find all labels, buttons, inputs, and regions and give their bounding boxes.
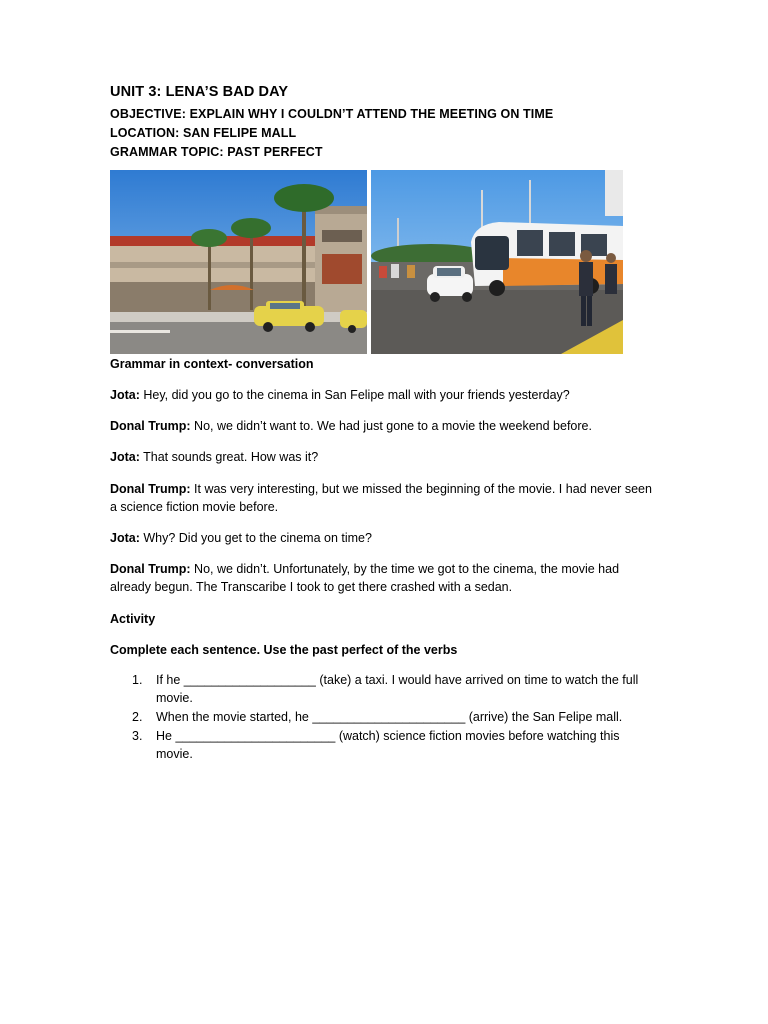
dialogue-text: Why? Did you get to the cinema on time? xyxy=(139,531,372,545)
speaker-name: Donal Trump: xyxy=(110,419,191,433)
dialogue-line xyxy=(110,529,658,547)
photo-row xyxy=(110,170,623,354)
exercise-item xyxy=(110,727,658,763)
exercise-item xyxy=(110,671,658,707)
exercise-item xyxy=(110,708,658,726)
dialogue-text: No, we didn’t want to. We had just gone to a movie the weekend before. xyxy=(190,419,592,433)
item-number: 2. xyxy=(132,710,143,724)
activity-title: Activity xyxy=(110,612,156,626)
dialogue-line xyxy=(110,448,658,466)
item-text: He _______________________ (watch) science fiction movies before watching this movie. xyxy=(156,729,620,761)
item-text: If he ___________________ (take) a taxi. I would have arrived on time to watch the full movie. xyxy=(156,673,639,705)
activity-instruction: Complete each sentence. Use the past perfect of the verbs xyxy=(110,643,458,657)
dialogue-line xyxy=(110,560,658,596)
grammar-topic-line: GRAMMAR TOPIC: PAST PERFECT xyxy=(110,145,323,159)
speaker-name: Jota: xyxy=(110,450,140,464)
section-title: Grammar in context- conversation xyxy=(110,357,314,371)
dialogue-line xyxy=(110,480,658,516)
dialogue-line xyxy=(110,417,658,435)
header xyxy=(110,84,655,164)
unit-title: UNIT 3: LENA’S BAD DAY xyxy=(110,84,289,100)
speaker-name: Donal Trump: xyxy=(110,482,191,496)
objective-line: OBJECTIVE: EXPLAIN WHY I COULDN’T ATTEND THE MEETING ON TIME xyxy=(110,107,554,121)
dialogue-line xyxy=(110,386,658,404)
bus-accident-photo xyxy=(371,170,623,354)
dialogue-text: That sounds great. How was it? xyxy=(139,450,319,464)
dialogue-text: It was very interesting, but we missed the beginning of the movie. I had never seen a science fiction movie before. xyxy=(110,482,652,514)
speaker-name: Donal Trump: xyxy=(110,562,191,576)
location-line: LOCATION: SAN FELIPE MALL xyxy=(110,126,297,140)
item-text: When the movie started, he ______________________ (arrive) the San Felipe mall. xyxy=(156,710,623,724)
item-number: 1. xyxy=(132,673,143,687)
speaker-name: Jota: xyxy=(110,388,140,402)
mall-photo xyxy=(110,170,367,354)
dialogue-text: No, we didn’t. Unfortunately, by the time we got to the cinema, the movie had already begun. The Transcaribe I took to get there crashed with a sedan. xyxy=(110,562,620,594)
item-number: 3. xyxy=(132,729,143,743)
dialogue-text: Hey, did you go to the cinema in San Felipe mall with your friends yesterday? xyxy=(139,388,570,402)
exercise-list xyxy=(110,671,658,764)
speaker-name: Jota: xyxy=(110,531,140,545)
